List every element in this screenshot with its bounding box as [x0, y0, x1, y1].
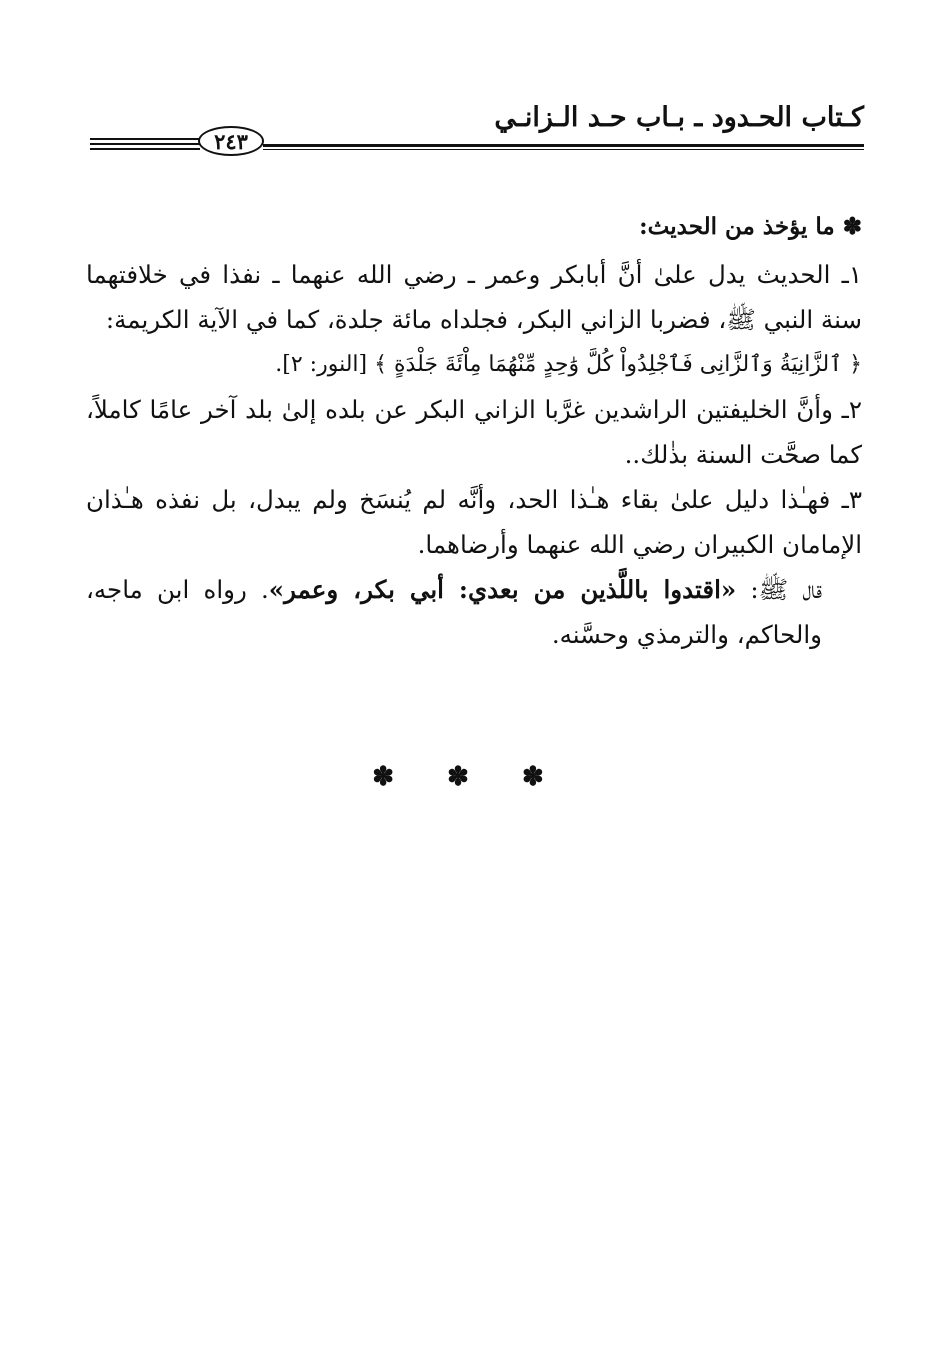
header-rule: [263, 144, 864, 147]
list-item-3: [86, 477, 862, 567]
header-rule-left-1: [90, 138, 200, 140]
list-item-text: ١ـ الحديث يدل علىٰ أنَّ أبابكر وعمر ـ رضي الله عنهما ـ نفذا في خلافتهما سنة النبي ﷺ، فضربا الزاني البكر، فجلداه مائة جلدة، كما في الآية الكريمة:: [86, 260, 862, 334]
list-item-2: [86, 387, 862, 477]
list-item-1: [86, 252, 862, 387]
list-item-text: ٣ـ فهـٰذا دليل علىٰ بقاء هـٰذا الحد، وأنَّه لم يُنسَخ ولم يبدل، بل نفذه هـٰذان الإمامان الكبيران رضي الله عنهما وأرضاهما.: [86, 485, 862, 559]
header-rule-left-2: [90, 143, 200, 145]
page-body: [86, 202, 862, 657]
hadith-prefix: قال ﷺ:: [736, 575, 822, 604]
page-header: [90, 92, 864, 162]
hadith-paragraph: [86, 567, 862, 657]
list-item-text: ٢ـ وأنَّ الخليفتين الراشدين غرَّبا الزاني البكر عن بلده إلىٰ بلد آخر عامًا كاملاً، كما صحَّت السنة بذٰلك..: [86, 395, 862, 469]
hadith-source: . رواه ابن ماجه، والحاكم، والترمذي وحسَّنه.: [86, 575, 822, 649]
section-heading: ✽ ما يؤخذ من الحديث:: [639, 213, 862, 240]
hadith-quote: «اقتدوا باللَّذين من بعدي: أبي بكر، وعمر»: [268, 575, 737, 604]
quran-verse: ﴿ ٱلزَّانِيَةُ وَٱلزَّانِى فَٱجْلِدُواْ كُلَّ وَٰحِدٍ مِّنْهُمَا مِاْئَةَ جَلْدَةٍ ﴾ [النور: ٢].: [275, 352, 862, 377]
header-rule-left-3: [90, 148, 200, 150]
page-number: ٢٤٣: [198, 126, 264, 156]
running-title: كـتاب الحـدود ـ بـاب حـد الـزانـي: [494, 102, 864, 133]
header-rule-thin: [263, 149, 864, 150]
section-separator: ✽ ✽ ✽: [372, 762, 566, 792]
